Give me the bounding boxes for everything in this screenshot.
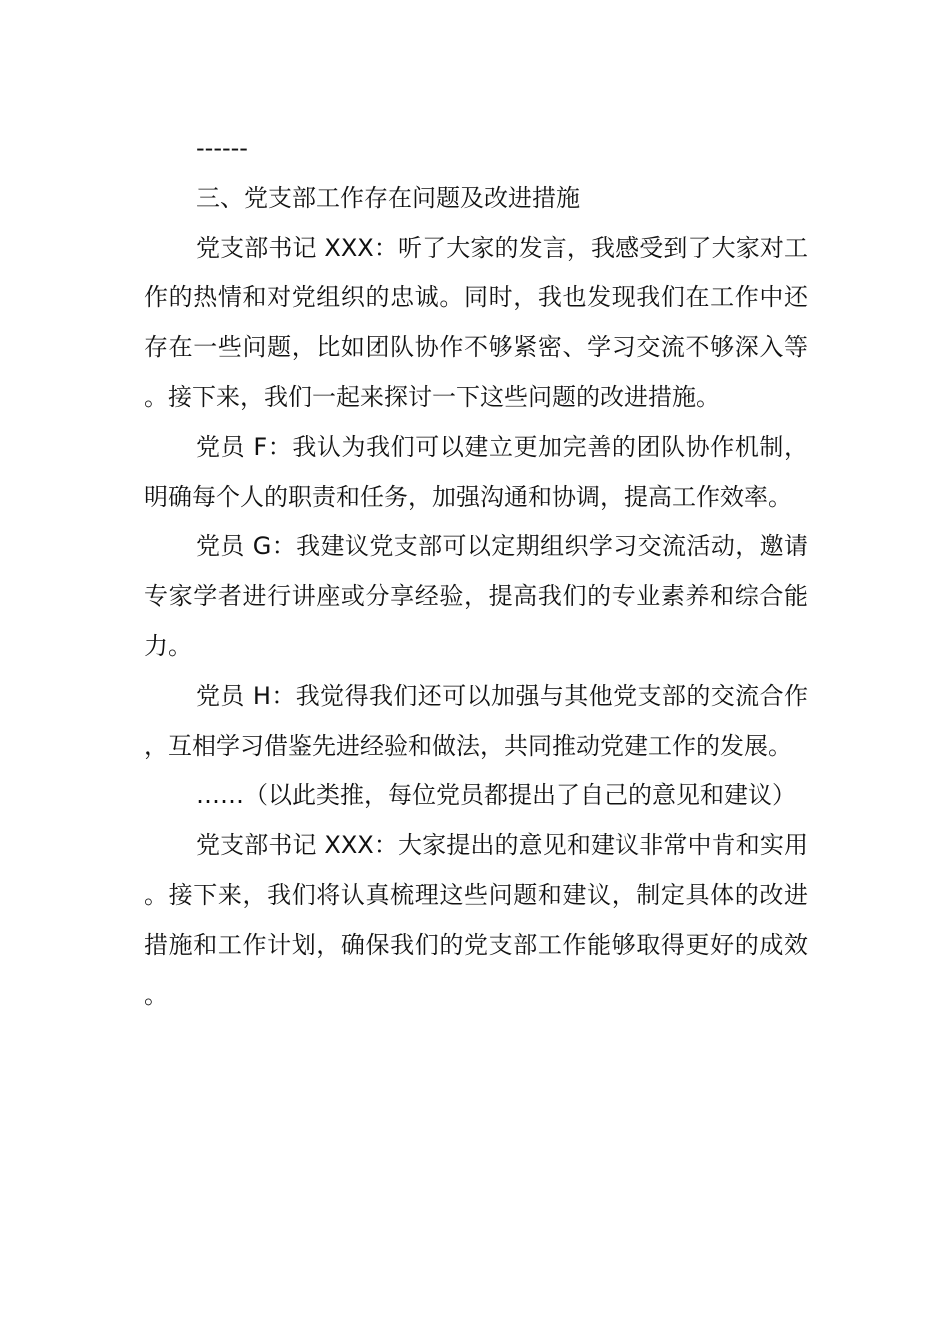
section-heading: 三、党支部工作存在问题及改进措施 bbox=[196, 183, 580, 212]
paragraph-member-f: 党员 F：我认为我们可以建立更加完善的团队协作机制，明确每个人的职责和任务，加强沟通和协调，提高工作效率。 bbox=[144, 432, 808, 511]
paragraph-secretary-closing: 党支部书记 XXX：大家提出的意见和建议非常中肯和实用。接下来，我们将认真梳理这些问题和建议，制定具体的改进措施和工作计划，确保我们的党支部工作能够取得更好的成效。 bbox=[144, 831, 808, 1009]
separator-line: ------ bbox=[196, 134, 248, 162]
paragraph-ellipsis-note: ……（以此类推，每位党员都提出了自己的意见和建议） bbox=[196, 781, 796, 810]
paragraph-member-g: 党员 G：我建议党支部可以定期组织学习交流活动，邀请专家学者进行讲座或分享经验，提高我们的专业素养和综合能力。 bbox=[144, 532, 808, 660]
paragraph-secretary-opening: 党支部书记 XXX：听了大家的发言，我感受到了大家对工作的热情和对党组织的忠诚。同时，我也发现我们在工作中还存在一些问题，比如团队协作不够紧密、学习交流不够深入等。接下来，我们一起来探讨一下这些问题的改进措施。 bbox=[144, 233, 808, 411]
paragraph-member-h: 党员 H：我觉得我们还可以加强与其他党支部的交流合作，互相学习借鉴先进经验和做法，共同推动党建工作的发展。 bbox=[144, 681, 808, 760]
document-body bbox=[144, 124, 808, 1020]
